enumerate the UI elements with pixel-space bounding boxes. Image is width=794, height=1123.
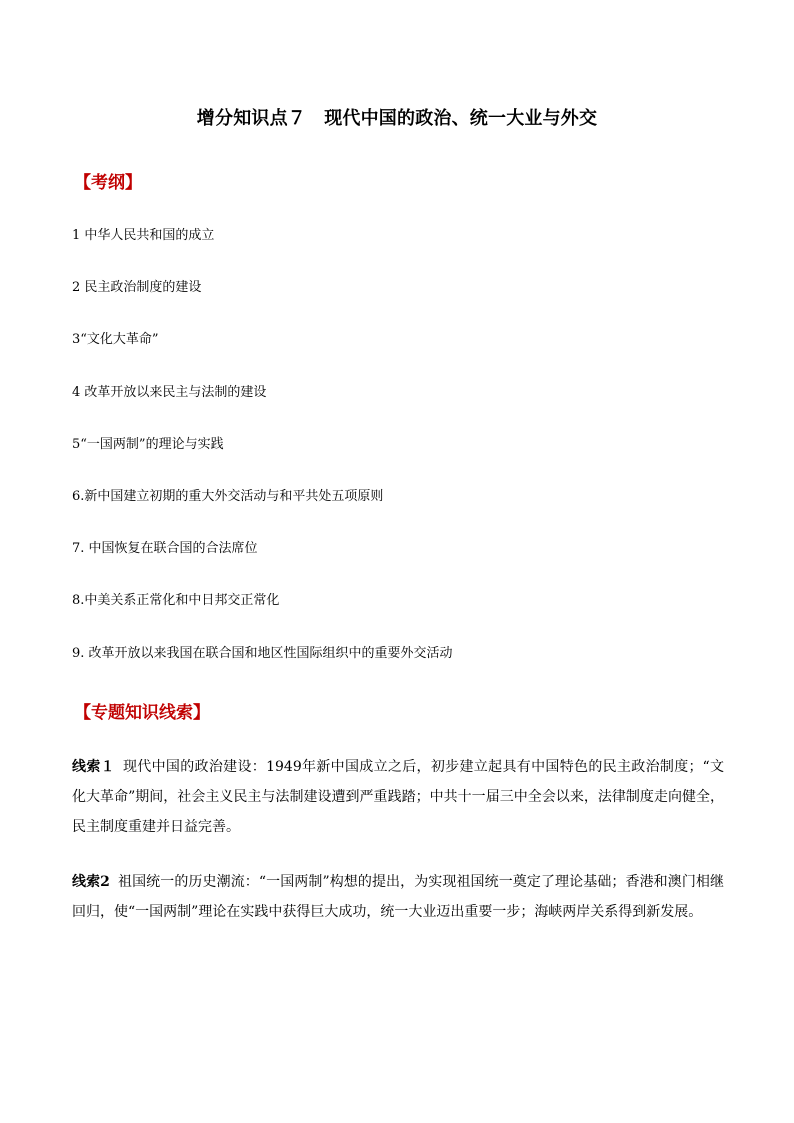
syllabus-item-4: 4 改革开放以来民主与法制的建设 bbox=[72, 384, 267, 400]
clue-paragraph-1 bbox=[72, 752, 724, 842]
syllabus-item-2: 2 民主政治制度的建设 bbox=[72, 280, 202, 296]
syllabus-list bbox=[72, 226, 453, 696]
syllabus-item-9: 9. 改革开放以来我国在联合国和地区性国际组织中的重要外交活动 bbox=[72, 645, 453, 661]
clue-text-2: 祖国统一的历史潮流：“一国两制”构想的提出，为实现祖国统一奠定了理论基础；香港和澳门相继回归，使“一国两制”理论在实践中获得巨大成功，统一大业迈出重要一步；海峡两岸关系得到新发展。 bbox=[72, 874, 725, 920]
clue-paragraph-2 bbox=[72, 867, 724, 927]
clue-label-2: 线索2 bbox=[72, 874, 110, 890]
clue-label-1: 线索１ bbox=[72, 759, 115, 775]
syllabus-item-3: 3“文化大革命” bbox=[72, 332, 159, 348]
syllabus-heading: 【考纲】 bbox=[74, 173, 142, 193]
syllabus-item-6: 6.新中国建立初期的重大外交活动与和平共处五项原则 bbox=[72, 488, 384, 504]
clues-heading: 【专题知识线索】 bbox=[74, 703, 210, 723]
page-title: 增分知识点７ 现代中国的政治、统一大业与外交 bbox=[196, 108, 598, 129]
syllabus-item-5: 5“一国两制”的理论与实践 bbox=[72, 436, 224, 452]
syllabus-item-8: 8.中美关系正常化和中日邦交正常化 bbox=[72, 593, 280, 609]
syllabus-item-7: 7. 中国恢复在联合国的合法席位 bbox=[72, 541, 258, 557]
clue-text-1: 现代中国的政治建设：1949年新中国成立之后，初步建立起具有中国特色的民主政治制度；“文化大革命”期间，社会主义民主与法制建设遭到严重践踏；中共十一届三中全会以来，法律制度走向健全，民主制度重建并日益完善。 bbox=[72, 759, 724, 835]
syllabus-item-1: 1 中华人民共和国的成立 bbox=[72, 228, 215, 243]
